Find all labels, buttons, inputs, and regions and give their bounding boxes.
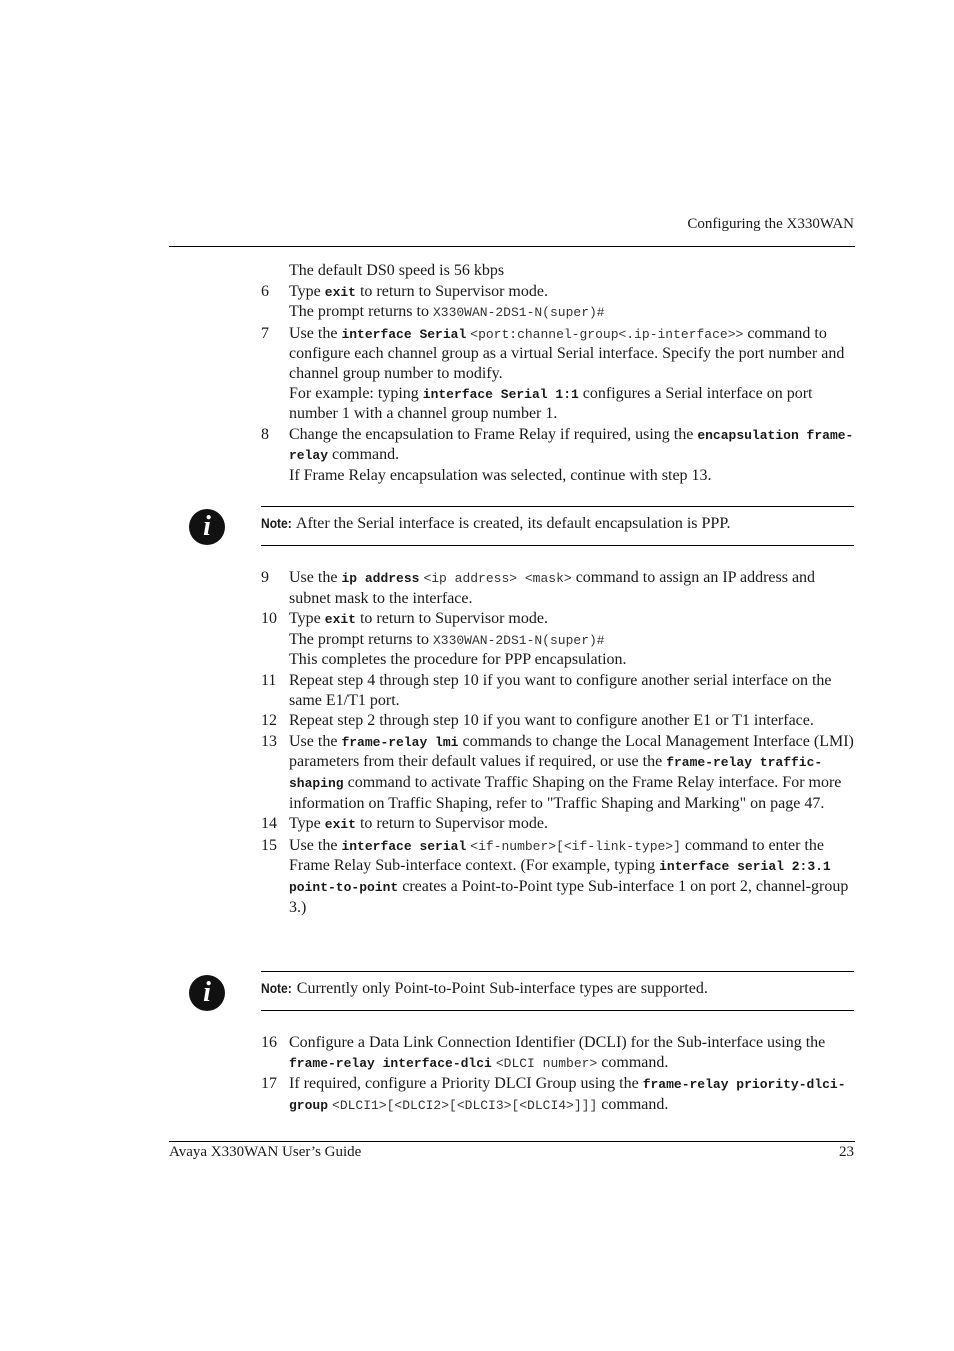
step-text: For example: typing interface Serial 1:1 configures a Serial interface on port number 1 with a channel group number 1. <box>289 384 813 423</box>
parameter: <port:channel-group<.ip-interface>> <box>470 326 744 342</box>
command: ip address <box>341 571 420 586</box>
footer-rule <box>169 1141 855 1142</box>
step-number: 11 <box>261 671 277 689</box>
note-box <box>261 506 854 546</box>
note-content <box>261 515 730 533</box>
step-text: Change the encapsulation to Frame Relay if required, using the encapsulation frame-relay command. <box>289 425 854 464</box>
note-box <box>261 971 854 1011</box>
step-11 <box>258 671 858 710</box>
step-number: 13 <box>261 732 277 750</box>
note-label: Note: <box>261 515 292 531</box>
note-label: Note: <box>261 980 292 996</box>
note-text: Currently only Point-to-Point Sub-interface types are supported. <box>296 980 708 997</box>
step-17 <box>258 1074 858 1115</box>
page-number: 23 <box>839 1144 854 1160</box>
step-text: This completes the procedure for PPP encapsulation. <box>289 651 627 669</box>
parameter: <DLCI number> <box>495 1055 598 1071</box>
info-icon: i <box>189 509 225 545</box>
steps-block-1 <box>258 261 858 486</box>
step-13 <box>258 732 858 813</box>
step-number: 17 <box>261 1075 277 1093</box>
step-text: Repeat step 2 through step 10 if you want to configure another E1 or T1 interface. <box>289 712 814 730</box>
note-content <box>261 980 708 998</box>
parameter: <DLCI1>[<DLCI2>[<DLCI3>[<DLCI4>]]] <box>332 1097 598 1113</box>
step-text: Use the ip address <ip address> <mask> command to assign an IP address and subnet mask to the interface. <box>289 569 816 607</box>
step-10 <box>258 609 858 670</box>
command: interface serial 2:3.1 point-to-point <box>289 859 831 895</box>
parameter: <ip address> <mask> <box>423 571 572 586</box>
step-14 <box>258 814 858 835</box>
prompt: X330WAN-2DS1-N(super)# <box>432 305 605 321</box>
step-number: 9 <box>261 569 269 586</box>
command: interface Serial 1:1 <box>422 386 579 402</box>
command: frame-relay interface-dlci <box>289 1055 492 1071</box>
step-text: The prompt returns to X330WAN-2DS1-N(super)# <box>289 630 605 648</box>
step-text: Type exit to return to Supervisor mode. <box>289 815 548 833</box>
step-6 <box>258 282 858 323</box>
step-text: If required, configure a Priority DLCI Group using the frame-relay priority-dlci-group <DLCI1>[<DLCI2>[<DLCI3>[<DLCI4>]]] command. <box>289 1075 846 1113</box>
info-icon: i <box>189 975 225 1011</box>
step-text: Use the interface Serial <port:channel-group<.ip-interface>> command to configure each channel group as a virtual Serial interface. Specify the port number and channel group number to modify. <box>289 324 845 382</box>
step-number: 16 <box>261 1034 277 1051</box>
command: exit <box>324 284 356 300</box>
parameter: <if-number>[<if-link-type>] <box>470 838 681 854</box>
running-header: Configuring the X330WAN <box>687 216 854 232</box>
step-16 <box>258 1033 858 1073</box>
step-number: 7 <box>261 324 269 342</box>
intro-text: The default DS0 speed is 56 kbps <box>289 262 505 279</box>
step-7 <box>258 324 858 424</box>
prompt: X330WAN-2DS1-N(super)# <box>432 632 605 648</box>
step-number: 6 <box>261 282 269 300</box>
step-12 <box>258 711 858 731</box>
command: frame-relay traffic-shaping <box>289 755 823 791</box>
step-text: If Frame Relay encapsulation was selected, continue with step 13. <box>289 466 712 484</box>
step-text: The prompt returns to X330WAN-2DS1-N(super)# <box>289 303 605 321</box>
step-15 <box>258 836 858 917</box>
command: exit <box>324 817 356 833</box>
step-text: Configure a Data Link Connection Identifier (DCLI) for the Sub-interface using the frame-relay interface-dlci <DLCI number> command. <box>289 1034 826 1071</box>
step-number: 14 <box>261 815 277 833</box>
footer-title: Avaya X330WAN User’s Guide <box>169 1144 362 1160</box>
header-rule <box>169 246 855 247</box>
command: interface Serial <box>341 326 467 342</box>
step-intro <box>258 261 858 281</box>
step-text: Use the interface serial <if-number>[<if-link-type>] command to enter the Frame Relay Sub-interface context. (For example, typing interface serial 2:3.1 point-to-point creates a Point-to-Point type Sub-interface 1 on port 2, channel-group 3.) <box>289 836 849 916</box>
command: frame-relay lmi <box>341 734 459 750</box>
step-number: 15 <box>261 836 277 854</box>
step-text: Type exit to return to Supervisor mode. <box>289 282 548 300</box>
step-number: 12 <box>261 712 277 730</box>
step-9 <box>258 568 858 608</box>
step-text: Repeat step 4 through step 10 if you want to configure another serial interface on the same E1/T1 port. <box>289 671 832 709</box>
step-text: Type exit to return to Supervisor mode. <box>289 610 548 628</box>
command: frame-relay priority-dlci-group <box>289 1077 846 1113</box>
command: exit <box>324 612 356 628</box>
command: interface serial <box>341 838 467 854</box>
step-number: 10 <box>261 610 277 628</box>
command: encapsulation frame-relay <box>289 427 854 464</box>
note-text: After the Serial interface is created, its default encapsulation is PPP. <box>295 515 731 532</box>
step-number: 8 <box>261 425 269 443</box>
step-text: Use the frame-relay lmi commands to change the Local Management Interface (LMI) parameters from their default values if required, or use the frame-relay traffic-shaping command to activate Traffic Shaping on the Frame Relay interface. For more information on Traffic Shaping, refer to "Traffic Shaping and Marking" on page 47. <box>289 732 854 812</box>
steps-block-3 <box>258 1033 858 1115</box>
step-8 <box>258 425 858 486</box>
steps-block-2 <box>258 568 858 917</box>
